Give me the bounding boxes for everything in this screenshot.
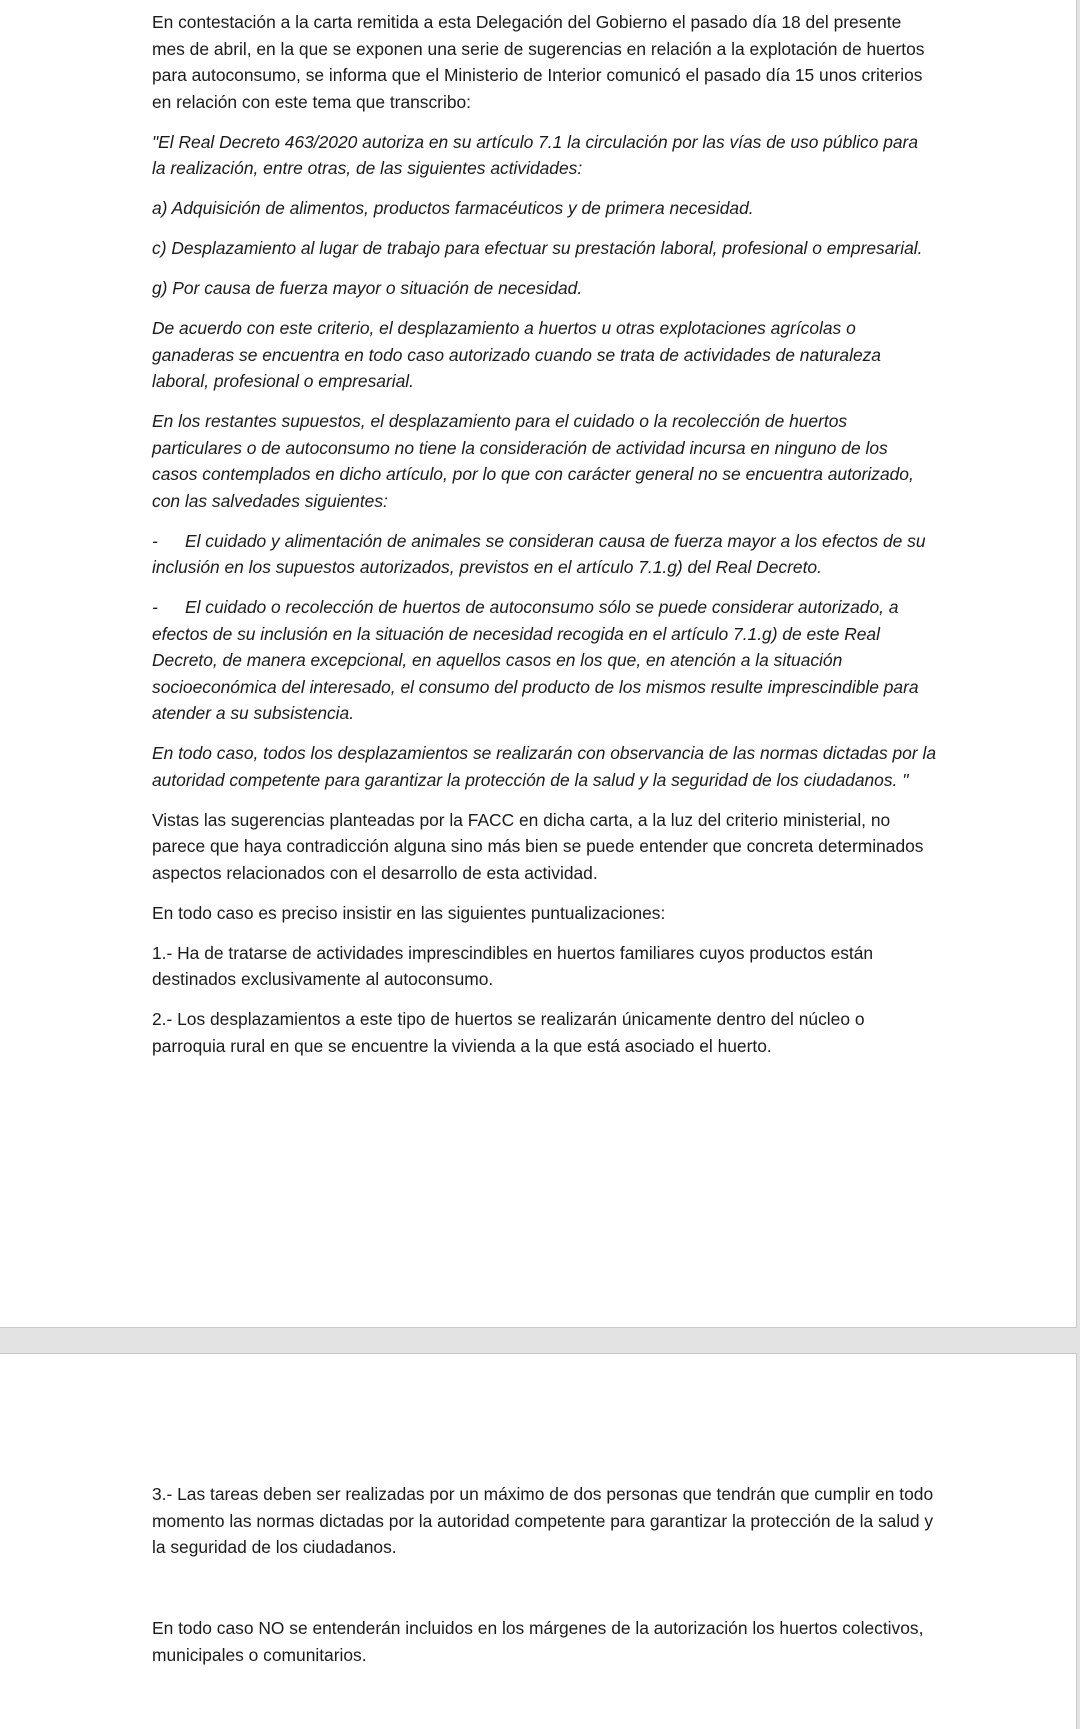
paragraph-point-3: 3.- Las tareas deben ser realizadas por un máximo de dos personas que tendrán que cumplir en todo momento las normas dictadas por la autoridad competente para garantizar la protección de la salud y la seguridad de los ciudadanos.	[152, 1484, 934, 1557]
paragraph-clarifications-intro: En todo caso es preciso insistir en las siguientes puntualizaciones:	[152, 902, 666, 923]
paragraph-exception-gardens	[152, 594, 936, 727]
paragraph-quote-start: "El Real Decreto 463/2020 autoriza en su artículo 7.1 la circulación por las vías de uso público para la realización, entre otras, de las siguientes actividades:	[152, 131, 919, 178]
paragraph-item-g: g) Por causa de fuerza mayor o situación de necesidad.	[152, 278, 583, 298]
paragraph-item-a: a) Adquisición de alimentos, productos farmacéuticos y de primera necesidad.	[152, 198, 754, 218]
paragraph-other-cases: En los restantes supuestos, el desplazamiento para el cuidado o la recolección de huertos particulares o de autoconsumo no tiene la consideración de actividad incursa en ninguno de los casos contemplados en dicho artículo, por lo que con carácter general no se encuentra autorizado, con las salvedades siguientes:	[152, 411, 914, 511]
document-page-2	[0, 1353, 1077, 1729]
paragraph-exception-animals	[152, 528, 936, 581]
paragraph-point-2: 2.- Los desplazamientos a este tipo de huertos se realizarán únicamente dentro del núcleo o parroquia rural en que se encuentre la vivienda a la que está asociado el huerto.	[152, 1009, 865, 1056]
paragraph-final: En todo caso NO se entenderán incluidos en los márgenes de la autorización los huertos colectivos, municipales o comunitarios.	[152, 1618, 924, 1665]
paragraph-point-1: 1.- Ha de tratarse de actividades imprescindibles en huertos familiares cuyos productos están destinados exclusivamente al autoconsumo.	[152, 942, 874, 989]
bullet-dash: -	[152, 597, 158, 617]
exception-animals-text: El cuidado y alimentación de animales se consideran causa de fuerza mayor a los efectos de su inclusión en los supuestos autorizados, previstos en el artículo 7.1.g) del Real Decreto.	[152, 530, 926, 577]
exception-gardens-text: El cuidado o recolección de huertos de autoconsumo sólo se puede considerar autorizado, a efectos de su inclusión en la situación de necesidad recogida en el artículo 7.1.g) de este Real Decreto, de manera excepcional, en aquellos casos en los que, en atención a la situación socioeconómica del interesado, el consumo del producto de los mismos resulte imprescindible para atender a su subsistencia.	[152, 597, 919, 723]
paragraph-intro: En contestación a la carta remitida a esta Delegación del Gobierno el pasado día 18 del presente mes de abril, en la que se exponen una serie de sugerencias en relación a la explotación de huertos para autoconsumo, se informa que el Ministerio de Interior comunicó el pasado día 15 unos criterios en relación con este tema que transcribo:	[152, 12, 925, 112]
bullet-dash: -	[152, 530, 158, 551]
paragraph-item-c: c) Desplazamiento al lugar de trabajo para efectuar su prestación laboral, profesional o empresarial.	[152, 238, 923, 258]
paragraph-suggestions: Vistas las sugerencias planteadas por la FACC en dicha carta, a la luz del criterio ministerial, no parece que haya contradicción alguna sino más bien se puede entender que concreta determinados aspectos relacionados con el desarrollo de esta actividad.	[152, 809, 924, 883]
paragraph-criterion: De acuerdo con este criterio, el desplazamiento a huertos u otras explotaciones agrícolas o ganaderas se encuentra en todo caso autorizado cuando se trata de actividades de naturaleza laboral, profesional o empresarial.	[152, 318, 881, 391]
page-1-text	[152, 9, 936, 1073]
paragraph-quote-end: En todo caso, todos los desplazamientos se realizarán con observancia de las normas dictadas por la autoridad competente para garantizar la protección de la salud y la seguridad de los ciudadanos. "	[152, 743, 936, 790]
